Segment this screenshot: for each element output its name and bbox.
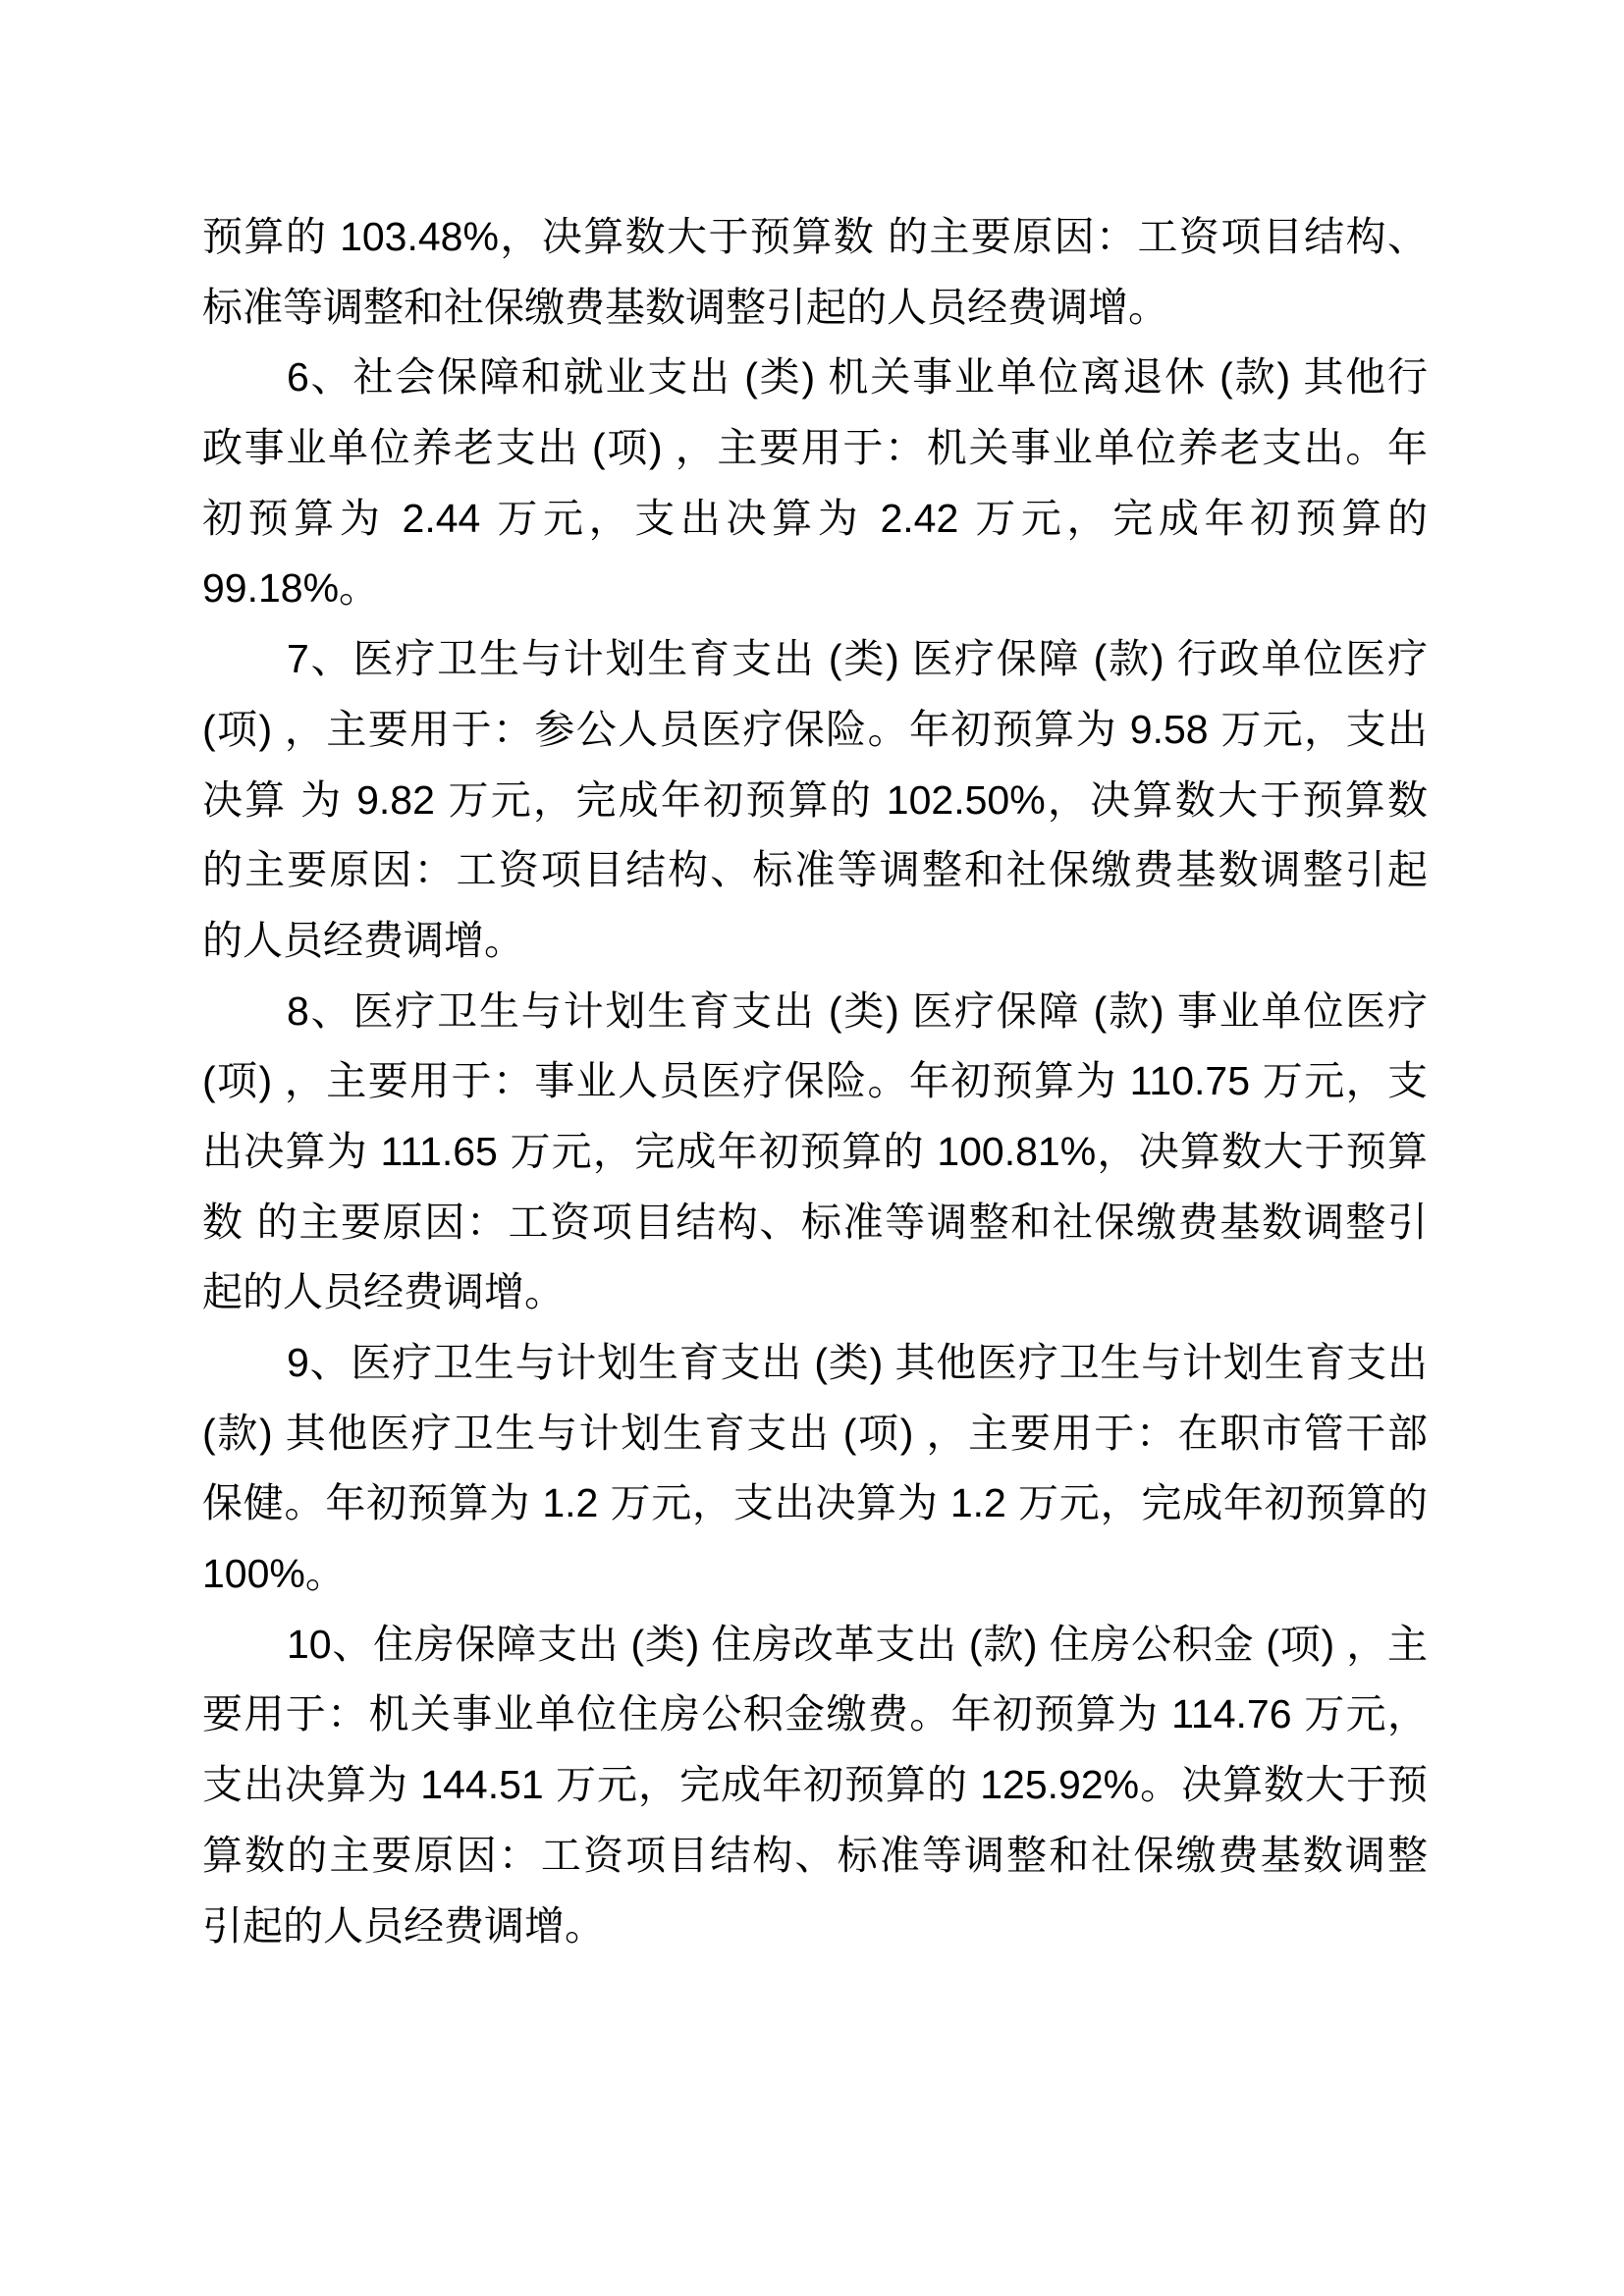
paragraph [202,624,1428,976]
paragraph [202,343,1428,624]
text-line: 起的人员经费调增。 [202,1269,565,1315]
paragraph [202,202,1428,343]
paragraph [202,1610,1428,1961]
text-line: (项) ，主要用于：事业人员医疗保险。年初预算为 110.75 万元，支 [202,1058,1428,1104]
text-line: 引起的人员经费调增。 [202,1902,605,1949]
text-line: 标准等调整和社保缴费基数调整引起的人员经费调增。 [202,284,1168,330]
paragraph [202,1328,1428,1610]
text-line: (项) ，主要用于：参公人员医疗保险。年初预算为 9.58 万元，支出 [202,706,1428,752]
text-line: 的人员经费调增。 [202,917,524,963]
text-line: 决算 为 9.82 万元，完成年初预算的 102.50%，决算数大于预算数 [202,776,1428,823]
text-line: 的主要原因：工资项目结构、标准等调整和社保缴费基数调整引起 [202,847,1428,893]
text-line: 8、医疗卫生与计划生育支出 (类) 医疗保障 (款) 事业单位医疗 [287,988,1428,1034]
text-line: 支出决算为 144.51 万元，完成年初预算的 125.92%。决算数大于预 [202,1762,1428,1808]
text-line: 预算的 103.48%，决算数大于预算数 的主要原因：工资项目结构、 [202,214,1428,259]
text-line: 政事业单位养老支出 (项) ，主要用于：机关事业单位养老支出。年 [202,425,1428,471]
text-line: 10、住房保障支出 (类) 住房改革支出 (款) 住房公积金 (项) ，主 [287,1621,1428,1667]
text-line: 数 的主要原因：工资项目结构、标准等调整和社保缴费基数调整引 [202,1199,1428,1245]
text-line: 100%。 [202,1551,346,1597]
text-line: 9、医疗卫生与计划生育支出 (类) 其他医疗卫生与计划生育支出 [287,1340,1428,1385]
text-line: 99.18%。 [202,565,380,612]
text-line: (款) 其他医疗卫生与计划生育支出 (项) ，主要用于：在职市管干部 [202,1410,1428,1456]
text-line: 初预算为 2.44 万元，支出决算为 2.42 万元，完成年初预算的 [202,495,1428,541]
text-line: 出决算为 111.65 万元，完成年初预算的 100.81%，决算数大于预算 [202,1128,1428,1174]
text-line: 7、医疗卫生与计划生育支出 (类) 医疗保障 (款) 行政单位医疗 [287,636,1428,682]
text-line: 算数的主要原因：工资项目结构、标准等调整和社保缴费基数调整 [202,1832,1428,1878]
text-line: 保健。年初预算为 1.2 万元，支出决算为 1.2 万元，完成年初预算的 [202,1480,1428,1526]
paragraph [202,977,1428,1328]
text-line: 6、社会保障和就业支出 (类) 机关事业单位离退休 (款) 其他行 [287,354,1428,400]
text-line: 要用于：机关事业单位住房公积金缴费。年初预算为 114.76 万元， [202,1691,1428,1737]
